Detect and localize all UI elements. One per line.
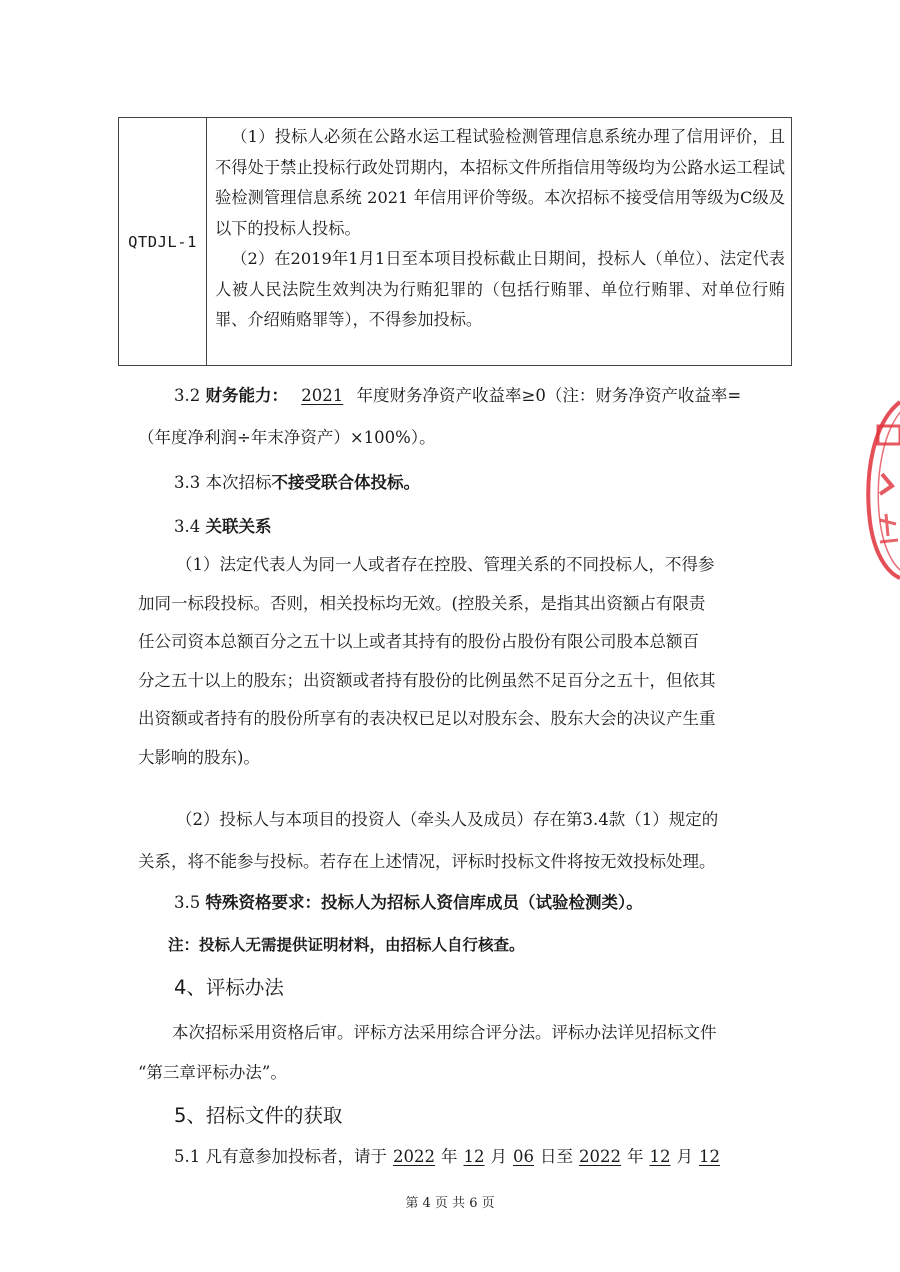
start-year: 2022: [393, 1147, 435, 1166]
section-title: 关联关系: [205, 517, 272, 536]
section-number: 3.4: [174, 517, 201, 536]
section-label: 财务能力：: [205, 386, 288, 405]
section-text: 本次招标: [205, 473, 272, 492]
table-paragraph-1: （1）投标人必须在公路水运工程试验检测管理信息系统办理了信用评价，且不得处于禁止投标行政处罚期内，本招标文件所指信用等级均为公路水运工程试验检测管理信息系统 2021 年信用评价等级。本次招标不接受信用等级为C级及以下的投标人投标。: [215, 127, 785, 238]
section-5-heading: 5、招标文件的获取: [174, 1104, 343, 1127]
table-code-cell: QTDJL-1: [119, 118, 207, 365]
end-year: 2022: [579, 1147, 621, 1166]
section-3-4-para1: （1）法定代表人为同一人或者存在控股、管理关系的不同投标人，不得参 加同一标段投标。否则，相关投标均无效。(控股关系，是指其出资额占有限责 任公司资本总额百分之五十以上或者其持有的股份占股份有限公司股本总额百 分之五十以上的股东；出资额或者持有股份的比例虽然不足百分之五十，但依其 出资额或者持有的股份所享有的表决权已足以对股东会、股东大会的决议产生重 大影响的股东)。: [138, 555, 716, 767]
end-month: 12: [649, 1147, 671, 1166]
section-text: 年度财务净资产收益率≥0（注：财务净资产收益率=: [356, 386, 742, 405]
start-month: 12: [463, 1147, 485, 1166]
section-5-1: 5.1 凡有意参加投标者，请于 2022 年 12 月 06 日至 2022 年 12 月 12: [174, 1147, 720, 1166]
section-3-5: [138, 889, 770, 913]
qualification-table: [118, 117, 792, 366]
table-content-cell: [207, 118, 791, 365]
section-number: 3.2: [174, 386, 201, 405]
table-paragraph-2: （2）在2019年1月1日至本项目投标截止日期间，投标人（单位）、法定代表人被人民法院生效判决为行贿犯罪的（包括行贿罪、单位行贿罪、对单位行贿罪、介绍贿赂罪等），不得参加投标。: [215, 249, 785, 329]
section-3-4: [138, 513, 770, 537]
start-day: 06: [513, 1147, 534, 1166]
section-number: 3.3: [174, 473, 201, 492]
section-3-2-line2: （年度净利润÷年末净资产）×100%）。: [138, 428, 436, 447]
section-3-2: [138, 382, 770, 448]
section-3-4-para2: （2）投标人与本项目的投资人（牵头人及成员）存在第3.4款（1）规定的 关系，将不能参与投标。若存在上述情况，评标时投标文件将按无效投标处理。: [138, 810, 719, 871]
section-4-body: 本次招标采用资格后审。评标方法采用综合评分法。评标办法详见招标文件 “第三章评标办法”。: [138, 1023, 717, 1082]
year-value: 2021: [301, 386, 344, 405]
page-footer: 第 4 页 共 6 页: [405, 1196, 495, 1211]
section-text: 特殊资格要求：投标人为招标人资信库成员（试验检测类）。: [205, 893, 643, 912]
note: 注：投标人无需提供证明材料，由招标人自行核查。: [168, 935, 525, 954]
section-number: 5.1: [174, 1147, 201, 1166]
end-day: 12: [699, 1147, 720, 1166]
section-text: 凡有意参加投标者，请于: [205, 1147, 387, 1166]
section-bold-text: 不接受联合体投标。: [271, 473, 420, 492]
section-3-3: [138, 469, 770, 493]
section-number: 3.5: [174, 893, 201, 912]
section-4-heading: 4、评标办法: [174, 976, 284, 999]
red-seal-stamp: [856, 382, 900, 582]
